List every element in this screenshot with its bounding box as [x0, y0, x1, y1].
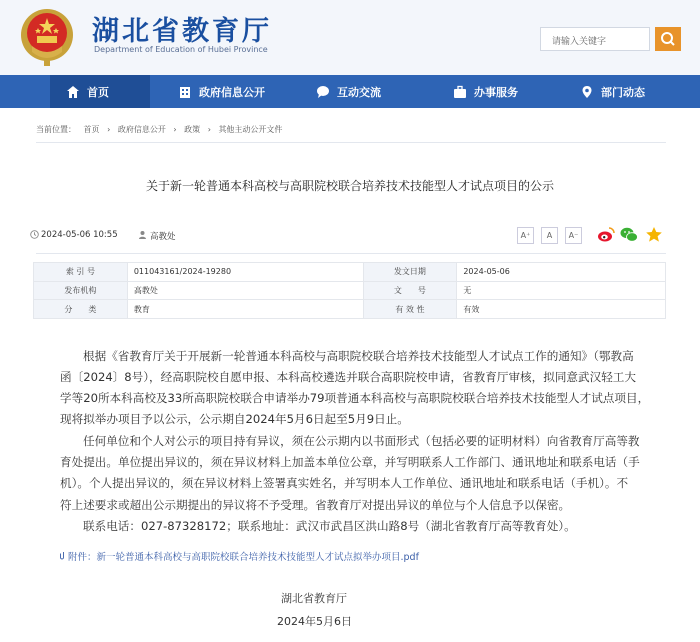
main-nav: [0, 75, 700, 108]
nav-item-home[interactable]: [66, 75, 109, 108]
body-paragraph-line: 根据《省教育厅关于开展新一轮普通本科高校与高职院校联合培养技术技能型人才试点工作的通知》（鄂教高: [83, 349, 634, 363]
table-label: 索 引 号: [34, 263, 128, 282]
table-row: [34, 300, 666, 319]
table-label: 有 效 性: [363, 300, 457, 319]
table-value: 高教处: [127, 281, 363, 300]
breadcrumb-separator: ›: [207, 125, 211, 134]
attachment-icon: [60, 551, 67, 560]
nav-item-dept-news[interactable]: [580, 75, 645, 108]
site-subtitle: Department of Education of Hubei Province: [94, 45, 268, 54]
site-header: [0, 0, 700, 75]
home-icon: [66, 85, 80, 99]
attachment-link[interactable]: 附件：新一轮普通本科高校与高职院校联合培养技术技能型人才试点拟举办项目.pdf: [68, 552, 419, 563]
breadcrumb-link-gov-info[interactable]: 政府信息公开: [117, 125, 166, 134]
chat-icon: [316, 85, 330, 99]
weibo-icon[interactable]: [597, 226, 615, 243]
contact-info: 联系电话：027-87328172；联系地址：武汉市武昌区洪山路8号（湖北省教育厅高等教育处）。: [83, 519, 576, 533]
nav-item-label: 互动交流: [337, 85, 381, 99]
nav-item-interaction[interactable]: [316, 75, 381, 108]
body-paragraph-line: 现将拟举办项目予以公示，公示期自2024年5月6日起至5月9日止。: [60, 412, 409, 426]
star-icon[interactable]: [645, 226, 663, 243]
body-paragraph-line: 任何单位和个人对公示的项目持有异议，须在公示期内以书面形式（包括必要的证明材料）向省教育厅高等教: [83, 434, 640, 448]
info-table: [33, 262, 666, 319]
table-value: 无: [457, 281, 666, 300]
table-value: 2024-05-06: [457, 263, 666, 282]
search-icon: [655, 27, 681, 51]
search-button[interactable]: [655, 27, 681, 51]
table-label: 分 类: [34, 300, 128, 319]
breadcrumb-link-policy[interactable]: 政策: [184, 125, 201, 134]
nav-item-label: 办事服务: [474, 85, 518, 99]
publish-department: 高教处: [150, 232, 176, 242]
breadcrumb-separator: ›: [107, 125, 111, 134]
briefcase-icon: [453, 85, 467, 99]
table-label: 文 号: [363, 281, 457, 300]
breadcrumb-separator: ›: [173, 125, 177, 134]
table-value: 教育: [127, 300, 363, 319]
nav-item-label: 部门动态: [601, 85, 645, 99]
site-title: 湖北省教育厅: [92, 16, 272, 47]
nav-item-label: 政府信息公开: [199, 85, 265, 99]
table-row: [34, 263, 666, 282]
table-value: 有效: [457, 300, 666, 319]
body-paragraph-line: 育处提出。单位提出异议的，须在异议材料上加盖本单位公章，并写明联系人工作部门、通讯地址和联系电话（手: [60, 455, 640, 469]
user-icon: [138, 230, 147, 239]
article-title: 关于新一轮普通本科高校与高职院校联合培养技术技能型人才试点项目的公示: [145, 179, 554, 193]
building-icon: [178, 85, 192, 99]
nav-item-label: 首页: [87, 85, 109, 99]
meta-divider: [36, 253, 666, 254]
breadcrumb-divider: [36, 142, 666, 143]
breadcrumb: [36, 124, 287, 135]
body-paragraph-line: 函〔2024〕8号），经高职院校自愿申报、本科高校遴选并联合高职院校申请，省教育厅审核，拟同意武汉轻工大: [60, 370, 636, 384]
breadcrumb-link-other-files[interactable]: 其他主动公开文件: [218, 125, 283, 134]
nav-item-services[interactable]: [453, 75, 518, 108]
search-input[interactable]: 请输入关键字: [540, 27, 650, 51]
body-paragraph-line: 符上述要求或超出公示期提出的异议将不予受理。省教育厅对提出异议的单位与个人信息予以保密。: [60, 498, 571, 512]
table-label: 发文日期: [363, 263, 457, 282]
pin-icon: [580, 85, 594, 99]
font-size-default-button[interactable]: A: [541, 227, 558, 244]
table-value: 011043161/2024-19280: [127, 263, 363, 282]
clock-icon: [30, 230, 39, 239]
nav-item-gov-info[interactable]: [178, 75, 265, 108]
breadcrumb-label: 当前位置：: [36, 125, 76, 134]
body-paragraph-line: 机）。个人提出异议的，须在异议材料上签署真实姓名，并写明本人工作单位、通讯地址和联系电话（手机）。不: [60, 476, 629, 490]
signature-org: 湖北省教育厅: [281, 592, 347, 605]
table-row: [34, 281, 666, 300]
wechat-icon[interactable]: [620, 226, 638, 243]
publish-date: 2024-05-06 10:55: [41, 230, 118, 240]
national-emblem-icon: [18, 6, 76, 68]
table-label: 发布机构: [34, 281, 128, 300]
font-size-increase-button[interactable]: A⁺: [517, 227, 534, 244]
font-size-decrease-button[interactable]: A⁻: [565, 227, 582, 244]
signature-date: 2024年5月6日: [277, 615, 352, 628]
body-paragraph-line: 学等20所本科高校及33所高职院校联合申请举办79项普通本科高校与高职院校联合培养技术技能型人才试点项目，: [60, 391, 650, 405]
breadcrumb-link-home[interactable]: 首页: [83, 125, 100, 134]
